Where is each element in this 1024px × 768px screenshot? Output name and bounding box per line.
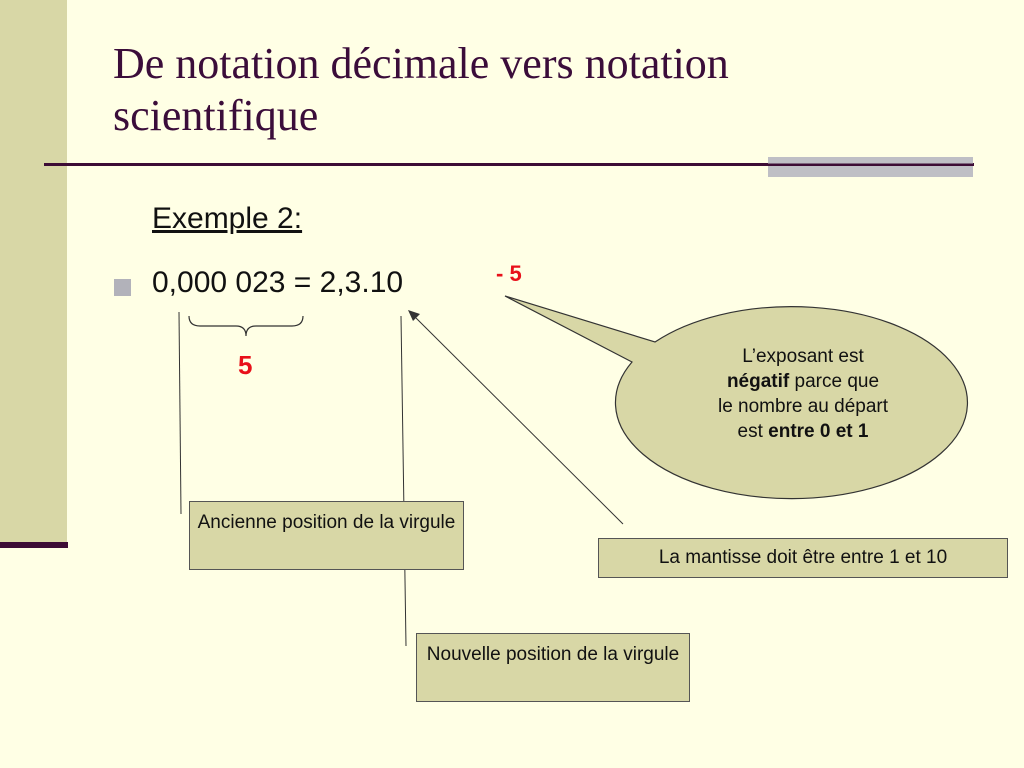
callout-bold-negative: négatif — [726, 371, 790, 392]
mantissa-arrow-line — [416, 318, 623, 524]
equation: 0,000 023 = 2,3.10 — [152, 266, 404, 299]
callout-line-1: L’exposant est — [742, 346, 864, 367]
exponent: - 5 — [496, 261, 522, 286]
old-position-line — [179, 312, 181, 514]
callout-text — [668, 344, 938, 444]
title-line-1: De notation décimale vers notation — [113, 39, 729, 88]
callout-bold-range: entre 0 et 1 — [768, 421, 869, 442]
digit-count: 5 — [238, 350, 253, 380]
mantissa-arrow-head — [408, 310, 420, 321]
brace — [189, 316, 303, 336]
example-label: Exemple 2: — [152, 202, 303, 235]
mantissa-box: La mantisse doit être entre 1 et 10 — [598, 538, 1008, 578]
new-position-box: Nouvelle position de la virgule — [416, 633, 690, 702]
callout-line-2 — [668, 369, 938, 394]
old-position-box: Ancienne position de la virgule — [189, 501, 464, 570]
callout-line-4-start: est — [737, 421, 769, 442]
callout-line-4 — [668, 419, 938, 444]
new-position-line — [401, 316, 406, 646]
callout-line-3: le nombre au départ — [717, 396, 889, 417]
callout-line-2-rest: parce que — [789, 371, 880, 392]
title-line-2: scientifique — [113, 91, 319, 140]
